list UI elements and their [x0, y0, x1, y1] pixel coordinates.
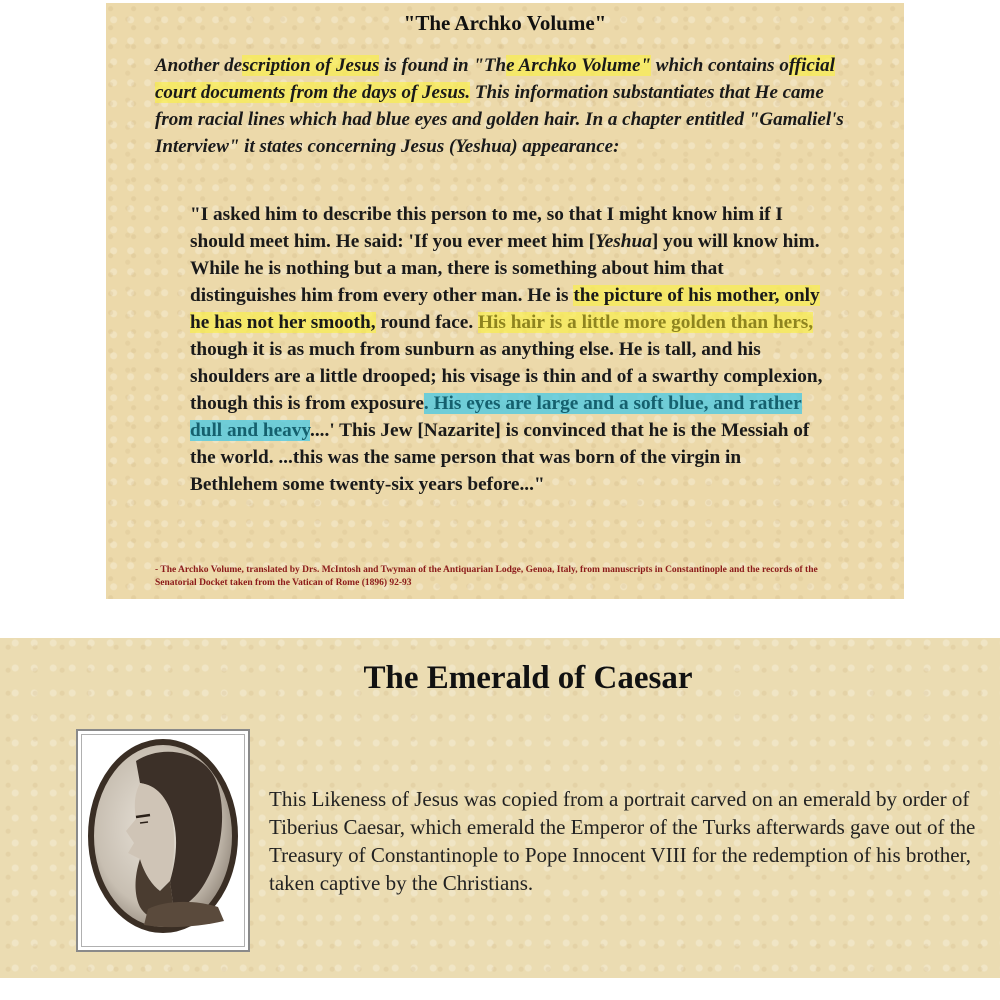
source-citation: - The Archko Volume, translated by Drs. McIntosh and Twyman of the Antiquarian Lodge, Genoa, Italy, from manuscripts in Constantinople and the records of the Senatorial Docket taken from the Vatican of Rome (1896) 92-93: [155, 565, 818, 588]
intro-paragraph: [155, 52, 855, 160]
quote-text: ] you will know him. While he is nothing but a man, there is something about him that distinguishes him from every other man. He is: [190, 231, 820, 306]
quote-name: Yeshua: [595, 231, 652, 252]
highlight-yellow: fficial court documents from the days of Jesus.: [155, 55, 835, 103]
emerald-title: The Emerald of Caesar: [363, 660, 693, 696]
archko-volume-title: "The Archko Volume": [403, 11, 607, 35]
quote-text: "I asked him to describe this person to me, so that I might know him if I should meet him. He said: 'If you ever meet him [: [190, 204, 783, 252]
quote-text: ....' This Jew [Nazarite] is convinced that he is the Messiah of the world. ...this was the same person that was born of the virgin in Bethlehem some twenty-six years before...": [190, 420, 810, 495]
highlight-yellow: His hair is a little more golden than hers,: [478, 312, 814, 333]
emerald-caption: This Likeness of Jesus was copied from a portrait carved on an emerald by order of Tiberius Caesar, which emerald the Emperor of the Turks afterwards gave out of the Treasury of Constantinople to Pope Innocent VIII for the redemption of his brother, taken captive by the Christians.: [269, 787, 976, 895]
intro-text: Another de: [155, 55, 243, 76]
intro-text: which contains o: [651, 55, 789, 76]
highlight-yellow: the picture of his mother, only he has not her smooth,: [190, 285, 820, 333]
archko-volume-panel: [106, 3, 904, 599]
emerald-of-caesar-panel: [0, 638, 1000, 978]
highlight-yellow: e Archko Volume": [506, 55, 652, 76]
engraved-profile-portrait-icon: [78, 731, 248, 950]
gamaliel-quote: [190, 201, 830, 498]
highlight-blue: . His eyes are large and a soft blue, and rather dull and heavy: [190, 393, 802, 441]
quote-text: though it is as much from sunburn as anything else. He is tall, and his shoulders are a little drooped; his visage is thin and of a swarthy complexion, though this is from exposure: [190, 339, 823, 414]
portrait-frame: [76, 729, 250, 952]
highlight-yellow: scription of Jesus: [242, 55, 380, 76]
quote-text: round face.: [375, 312, 479, 333]
intro-text: This information substantiates that He came from racial lines which had blue eyes and golden hair. In a chapter entitled "Gamaliel's Interview" it states concerning Jesus (Yeshua) appearance:: [155, 82, 844, 157]
intro-text: is found in "Th: [379, 55, 507, 76]
